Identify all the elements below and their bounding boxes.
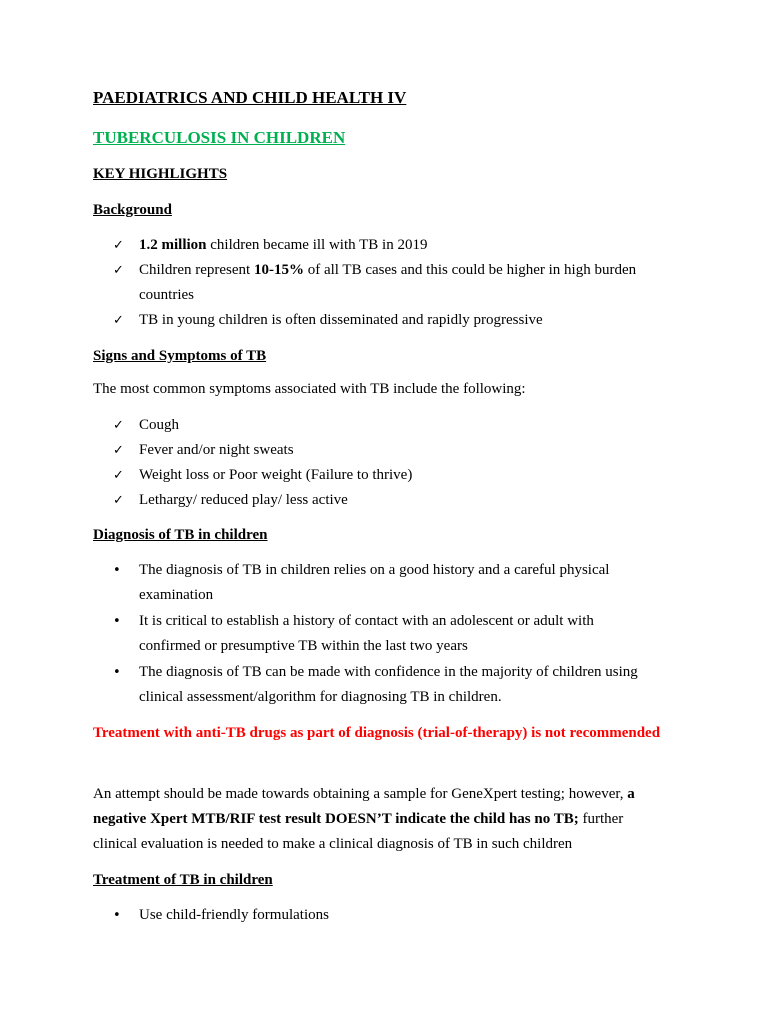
check-icon: ✓ [113,468,124,483]
check-icon: ✓ [113,263,124,278]
check-icon: ✓ [113,443,124,458]
list-item-text: of all TB cases and this could be higher in high burden countries [139,262,637,303]
list-item [113,463,673,488]
signs-heading: Signs and Symptoms of TB [93,348,267,364]
list-item [113,609,653,659]
list-item-text: Lethargy/ reduced play/ less active [139,492,348,508]
treatment-list [113,903,673,928]
check-icon: ✓ [113,493,124,508]
list-item-text: Weight loss or Poor weight (Failure to thrive) [139,467,413,483]
list-item [113,308,673,333]
bullet-icon: • [113,614,121,629]
check-icon: ✓ [113,313,124,328]
list-item [113,233,673,258]
topic-title: TUBERCULOSIS IN CHILDREN [93,128,346,147]
list-item [113,903,673,928]
list-item-text: The diagnosis of TB in children relies on a good history and a careful physical examination [139,562,610,603]
list-item [113,438,673,463]
treatment-heading: Treatment of TB in children [93,872,273,888]
list-item [113,558,653,608]
xpert-paragraph [93,782,665,857]
list-item-text: It is critical to establish a history of contact with an adolescent or adult with confirmed or presumptive TB within the last two years [139,613,594,654]
list-item-text: Children represent [139,262,254,278]
course-title: PAEDIATRICS AND CHILD HEALTH IV [93,88,407,107]
bullet-icon: • [113,665,121,680]
key-highlights-heading: KEY HIGHLIGHTS [93,166,228,182]
signs-list [113,413,673,513]
list-item [113,413,673,438]
check-icon: ✓ [113,418,124,433]
bullet-icon: • [113,563,121,578]
list-item-text: Fever and/or night sweats [139,442,294,458]
list-item-text: Cough [139,417,180,433]
background-heading: Background [93,202,172,218]
xpert-text: An attempt should be made towards obtaining a sample for GeneXpert testing; however, [93,786,628,802]
xpert-bold-text: a negative Xpert MTB/RIF test result DOESN’T indicate the child has no TB; [93,786,635,827]
background-list [113,233,673,333]
trial-of-therapy-warning: Treatment with anti-TB drugs as part of diagnosis (trial-of-therapy) is not recommended [93,725,661,741]
check-icon: ✓ [113,238,124,253]
list-item [113,488,673,513]
diagnosis-list [113,558,653,710]
stat-bold: 1.2 million [139,237,207,253]
list-item-text: TB in young children is often disseminated and rapidly progressive [139,312,543,328]
list-item-text: children became ill with TB in 2019 [206,237,428,253]
diagnosis-heading: Diagnosis of TB in children [93,527,268,543]
list-item-text: The diagnosis of TB can be made with confidence in the majority of children using clinical assessment/algorithm for diagnosing TB in children. [139,664,638,705]
bullet-icon: • [113,908,121,923]
list-item-text: Use child-friendly formulations [139,907,329,923]
xpert-text: further clinical evaluation is needed to make a clinical diagnosis of TB in such children [93,811,624,852]
signs-intro: The most common symptoms associated with TB include the following: [93,381,526,397]
list-item [113,258,673,308]
list-item [113,660,653,710]
stat-bold: 10-15% [253,262,304,278]
